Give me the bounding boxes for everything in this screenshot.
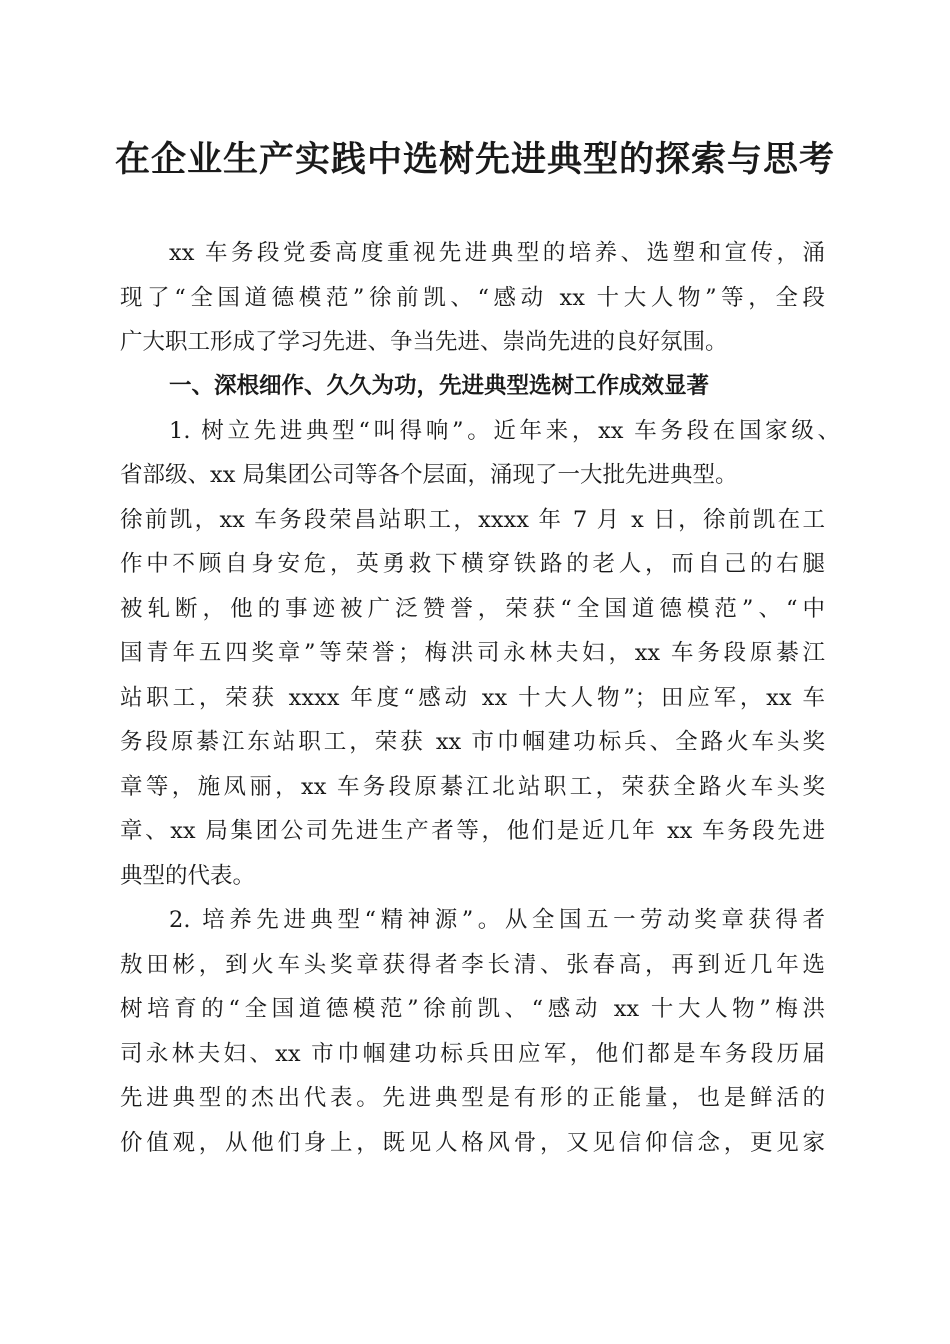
paragraph-line: 敖田彬，到火车头奖章获得者李长清、张春高，再到近几年选 — [120, 952, 825, 978]
paragraph-line: 2. 培养先进典型“精神源”。从全国五一劳动奖章获得者 — [169, 907, 825, 933]
paragraph-line: xx 车务段党委高度重视先进典型的培养、选塑和宣传，涌 — [169, 240, 825, 266]
paragraph-line: 站职工，荣获 xxxx 年度“感动 xx 十大人物”；田应军，xx 车 — [120, 685, 825, 711]
paragraph-line: 先进典型的杰出代表。先进典型是有形的正能量，也是鲜活的 — [120, 1085, 825, 1111]
paragraph-line: 树培育的“全国道德模范”徐前凯、“感动 xx 十大人物”梅洪 — [120, 996, 825, 1022]
paragraph-line: 广大职工形成了学习先进、争当先进、崇尚先进的良好氛围。 — [120, 329, 728, 355]
paragraph-line: 现了“全国道德模范”徐前凯、“感动 xx 十大人物”等，全段 — [120, 285, 825, 311]
paragraph-line: 务段原綦江东站职工，荣获 xx 市巾帼建功标兵、全路火车头奖 — [120, 729, 825, 755]
paragraph-line: 价值观，从他们身上，既见人格风骨，又见信仰信念，更见家 — [120, 1130, 825, 1156]
paragraph-line: 被轧断，他的事迹被广泛赞誉，荣获“全国道德模范”、“中 — [120, 596, 825, 622]
section-heading: 一、深根细作、久久为功，先进典型选树工作成效显著 — [169, 373, 710, 399]
paragraph-line: 作中不顾自身安危，英勇救下横穿铁路的老人，而自己的右腿 — [120, 551, 825, 577]
paragraph-line: 徐前凯，xx 车务段荣昌站职工，xxxx 年 7 月 x 日，徐前凯在工 — [120, 507, 825, 533]
paragraph-line: 章等，施凤丽，xx 车务段原綦江北站职工，荣获全路火车头奖 — [120, 774, 825, 800]
document-title: 在企业生产实践中选树先进典型的探索与思考 — [114, 139, 835, 180]
paragraph-line: 1. 树立先进典型“叫得响”。近年来，xx 车务段在国家级、 — [169, 418, 840, 444]
paragraph-line: 省部级、xx 局集团公司等各个层面，涌现了一大批先进典型。 — [120, 462, 738, 488]
paragraph-line: 典型的代表。 — [120, 863, 256, 889]
paragraph-line: 国青年五四奖章”等荣誉；梅洪司永林夫妇，xx 车务段原綦江 — [120, 640, 825, 666]
paragraph-line: 章、xx 局集团公司先进生产者等，他们是近几年 xx 车务段先进 — [120, 818, 825, 844]
paragraph-line: 司永林夫妇、xx 市巾帼建功标兵田应军，他们都是车务段历届 — [120, 1041, 825, 1067]
